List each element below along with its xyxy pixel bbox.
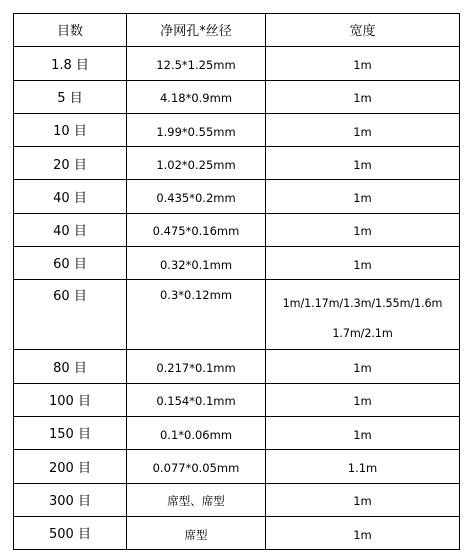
table-row bbox=[14, 80, 460, 113]
table-header-row bbox=[14, 14, 460, 47]
width-cell: 1m bbox=[266, 80, 460, 113]
header-width: 宽度 bbox=[266, 14, 460, 47]
width-cell: 1m/1.17m/1.3m/1.55m/1.6m 1.7m/2.1m bbox=[266, 280, 460, 350]
mesh-cell: 200 目 bbox=[14, 450, 127, 483]
width-cell: 1m bbox=[266, 213, 460, 246]
table-row bbox=[14, 47, 460, 80]
width-cell: 1m bbox=[266, 147, 460, 180]
table-row bbox=[14, 483, 460, 516]
mesh-cell: 10 目 bbox=[14, 113, 127, 146]
spec-cell: 0.435*0.2mm bbox=[127, 180, 266, 213]
width-cell: 1m bbox=[266, 113, 460, 146]
table-row bbox=[14, 247, 460, 280]
width-cell: 1m bbox=[266, 516, 460, 549]
spec-cell: 0.217*0.1mm bbox=[127, 350, 266, 383]
spec-cell: 0.32*0.1mm bbox=[127, 247, 266, 280]
header-spec: 净网孔*丝径 bbox=[127, 14, 266, 47]
width-cell: 1m bbox=[266, 47, 460, 80]
spec-cell: 1.02*0.25mm bbox=[127, 147, 266, 180]
mesh-spec-table bbox=[13, 13, 460, 550]
width-cell: 1.1m bbox=[266, 450, 460, 483]
spec-cell: 席型、席型 bbox=[127, 483, 266, 516]
width-cell: 1m bbox=[266, 483, 460, 516]
width-cell: 1m bbox=[266, 350, 460, 383]
mesh-cell: 60 目 bbox=[14, 280, 127, 350]
width-cell: 1m bbox=[266, 180, 460, 213]
mesh-cell: 80 目 bbox=[14, 350, 127, 383]
table-row bbox=[14, 147, 460, 180]
table-row bbox=[14, 213, 460, 246]
spec-cell: 0.475*0.16mm bbox=[127, 213, 266, 246]
spec-cell: 12.5*1.25mm bbox=[127, 47, 266, 80]
spec-cell: 4.18*0.9mm bbox=[127, 80, 266, 113]
width-cell: 1m bbox=[266, 383, 460, 416]
table-row bbox=[14, 516, 460, 549]
spec-cell: 0.077*0.05mm bbox=[127, 450, 266, 483]
spec-cell: 席型 bbox=[127, 516, 266, 549]
mesh-cell: 20 目 bbox=[14, 147, 127, 180]
mesh-cell: 1.8 目 bbox=[14, 47, 127, 80]
mesh-cell: 40 目 bbox=[14, 180, 127, 213]
table-row bbox=[14, 180, 460, 213]
spec-cell: 0.154*0.1mm bbox=[127, 383, 266, 416]
mesh-cell: 40 目 bbox=[14, 213, 127, 246]
table-row bbox=[14, 280, 460, 350]
mesh-cell: 150 目 bbox=[14, 416, 127, 449]
table-row bbox=[14, 450, 460, 483]
spec-cell: 0.3*0.12mm bbox=[127, 280, 266, 350]
width-cell: 1m bbox=[266, 247, 460, 280]
spec-cell: 1.99*0.55mm bbox=[127, 113, 266, 146]
width-cell: 1m bbox=[266, 416, 460, 449]
table-row bbox=[14, 383, 460, 416]
mesh-cell: 100 目 bbox=[14, 383, 127, 416]
table-row bbox=[14, 416, 460, 449]
mesh-cell: 300 目 bbox=[14, 483, 127, 516]
table-row bbox=[14, 113, 460, 146]
mesh-cell: 5 目 bbox=[14, 80, 127, 113]
header-mesh: 目数 bbox=[14, 14, 127, 47]
mesh-cell: 60 目 bbox=[14, 247, 127, 280]
table-row bbox=[14, 350, 460, 383]
mesh-cell: 500 目 bbox=[14, 516, 127, 549]
spec-cell: 0.1*0.06mm bbox=[127, 416, 266, 449]
